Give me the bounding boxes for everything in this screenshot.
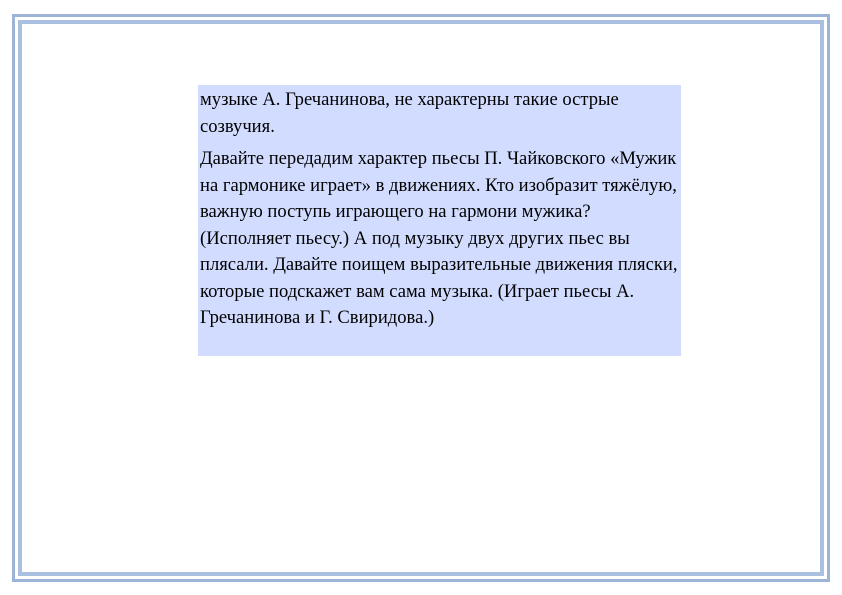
paragraph-2: Давайте передадим характер пьесы П. Чайковского «Мужик на гармонике играет» в движениях. Кто изобразит тяжёлую, важную поступь играющего на гармони мужика? (Исполняет пьесу.) А под музыку двух других пьес вы плясали. Давайте поищем выразительные движения пляски, которые подскажет вам сама музыка. (Играет пьесы А. Гречанинова и Г. Свиридова.) (200, 148, 678, 328)
paragraph-1: музыке А. Гречанинова, не характерны такие острые созвучия. (200, 89, 619, 137)
text-block (198, 85, 681, 356)
